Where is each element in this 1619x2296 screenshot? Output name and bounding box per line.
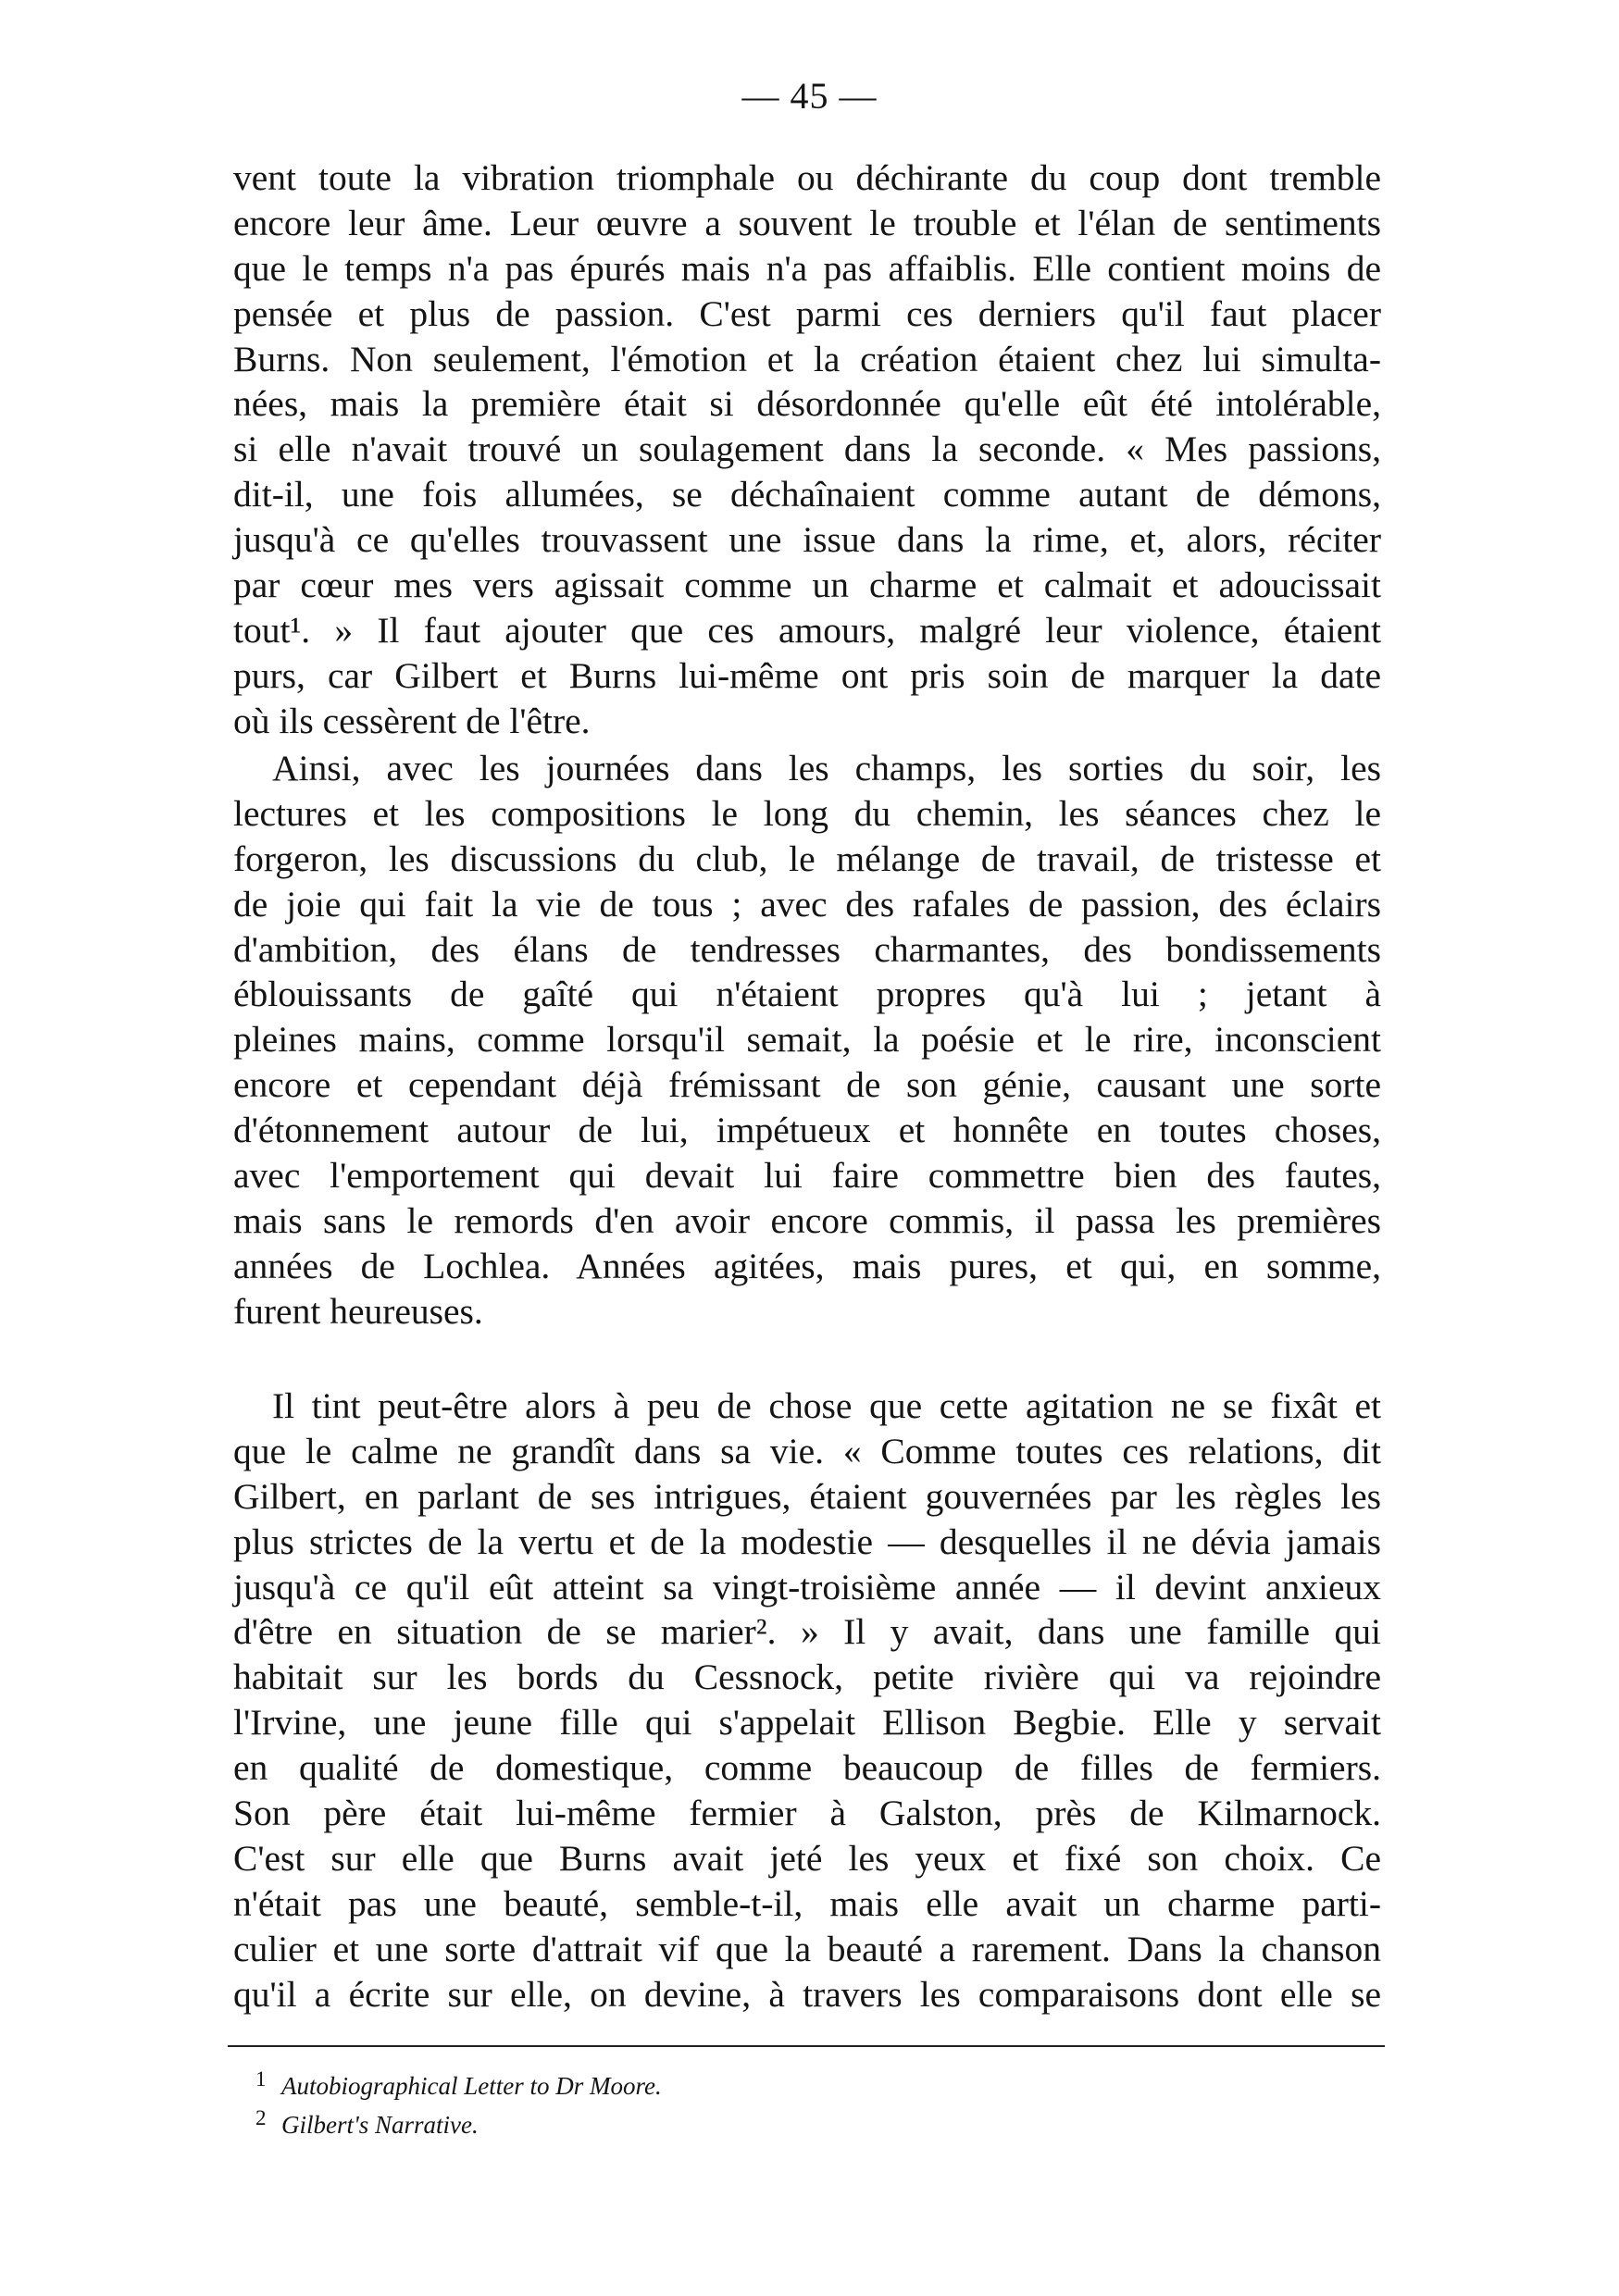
text-line: d'être en situation de se marier². » Il y avait, dans une famille qui bbox=[233, 1611, 1381, 1653]
text-line: vent toute la vibration triomphale ou déchirante du coup dont tremble bbox=[233, 157, 1381, 198]
text-line: Burns. Non seulement, l'émotion et la création étaient chez lui simulta- bbox=[233, 338, 1381, 379]
text-line: d'étonnement autour de lui, impétueux et honnête en toutes choses, bbox=[233, 1110, 1381, 1151]
text-line: avec l'emportement qui devait lui faire commettre bien des fautes, bbox=[233, 1155, 1381, 1197]
footnote-1 bbox=[255, 2060, 1274, 2099]
text-line: d'ambition, des élans de tendresses charmantes, des bondissements bbox=[233, 928, 1381, 970]
text-line: pensée et plus de passion. C'est parmi ces derniers qu'il faut placer bbox=[233, 292, 1381, 334]
text-line: jusqu'à ce qu'elles trouvassent une issue dans la rime, et, alors, réciter bbox=[233, 519, 1381, 561]
footnotes bbox=[255, 2060, 1274, 2138]
text-line: encore leur âme. Leur œuvre a souvent le trouble et l'élan de sentiments bbox=[233, 202, 1381, 243]
text-line: dit-il, une fois allumées, se déchaînaient comme autant de démons, bbox=[233, 474, 1381, 515]
footnote-text: Gilbert's Narrative. bbox=[281, 2111, 479, 2140]
text-line: culier et une sorte d'attrait vif que la beauté a rarement. Dans la chanson bbox=[233, 1928, 1381, 1969]
footnote-text: Autobiographical Letter to Dr Moore. bbox=[281, 2072, 662, 2101]
text-line: Son père était lui-même fermier à Galston, près de Kilmarnock. bbox=[233, 1793, 1381, 1834]
text-line: purs, car Gilbert et Burns lui-même ont pris soin de marquer la date bbox=[233, 654, 1381, 696]
text-line: habitait sur les bords du Cessnock, petite rivière qui va rejoindre bbox=[233, 1657, 1381, 1698]
text-line: lectures et les compositions le long du chemin, les séances chez le bbox=[233, 792, 1381, 834]
text-line: qu'il a écrite sur elle, on devine, à travers les comparaisons dont elle se bbox=[233, 1973, 1381, 2015]
text-line: Gilbert, en parlant de ses intrigues, étaient gouvernées par les règles les bbox=[233, 1475, 1381, 1517]
footnote-marker: 1 bbox=[255, 2067, 267, 2091]
text-line: Il tint peut-être alors à peu de chose que cette agitation ne se fixât et bbox=[272, 1385, 1381, 1426]
text-line: Ainsi, avec les journées dans les champs, les sorties du soir, les bbox=[272, 748, 1381, 788]
text-line: n'était pas une beauté, semble-t-il, mais elle avait un charme parti- bbox=[233, 1882, 1381, 1924]
text-line: encore et cependant déjà frémissant de son génie, causant une sorte bbox=[233, 1064, 1381, 1106]
paragraph-3 bbox=[233, 1384, 1381, 2017]
text-line: tout¹. » Il faut ajouter que ces amours, malgré leur violence, étaient bbox=[233, 609, 1381, 651]
footnote-marker: 2 bbox=[255, 2106, 267, 2129]
text-line: nées, mais la première était si désordonnée qu'elle eût été intolérable, bbox=[233, 383, 1381, 425]
text-line: pleines mains, comme lorsqu'il semait, la poésie et le rire, inconscient bbox=[233, 1019, 1381, 1061]
text-line: années de Lochlea. Années agitées, mais pures, et qui, en somme, bbox=[233, 1245, 1381, 1286]
paragraph-2 bbox=[233, 746, 1381, 1334]
text-line: si elle n'avait trouvé un soulagement dans la seconde. « Mes passions, bbox=[233, 428, 1381, 470]
text-line: de joie qui fait la vie de tous ; avec des rafales de passion, des éclairs bbox=[233, 883, 1381, 925]
text-line: jusqu'à ce qu'il eût atteint sa vingt-troisième année — il devint anxieux bbox=[233, 1566, 1381, 1607]
text-line: forgeron, les discussions du club, le mélange de travail, de tristesse et bbox=[233, 838, 1381, 879]
footnote-2 bbox=[255, 2099, 1274, 2138]
text-line: éblouissants de gaîté qui n'étaient propres qu'à lui ; jetant à bbox=[233, 974, 1381, 1015]
footnote-divider bbox=[228, 2045, 1385, 2047]
text-line: que le calme ne grandît dans sa vie. « Comme toutes ces relations, dit bbox=[233, 1430, 1381, 1471]
text-line: mais sans le remords d'en avoir encore commis, il passa les premières bbox=[233, 1199, 1381, 1241]
text-line: que le temps n'a pas épurés mais n'a pas affaiblis. Elle contient moins de bbox=[233, 247, 1381, 289]
text-line: par cœur mes vers agissait comme un charme et calmait et adoucissait bbox=[233, 565, 1381, 606]
paragraph-1 bbox=[233, 155, 1381, 744]
text-line: furent heureuses. bbox=[233, 1290, 483, 1332]
text-line: plus strictes de la vertu et de la modestie — desquelles il ne dévia jamais bbox=[233, 1520, 1381, 1562]
text-line: l'Irvine, une jeune fille qui s'appelait Ellison Begbie. Elle y servait bbox=[233, 1702, 1381, 1744]
text-line: en qualité de domestique, comme beaucoup de filles de fermiers. bbox=[233, 1747, 1381, 1789]
page-number: — 45 — bbox=[741, 75, 878, 117]
text-line: où ils cessèrent de l'être. bbox=[233, 700, 591, 741]
text-line: C'est sur elle que Burns avait jeté les yeux et fixé son choix. Ce bbox=[233, 1837, 1381, 1879]
